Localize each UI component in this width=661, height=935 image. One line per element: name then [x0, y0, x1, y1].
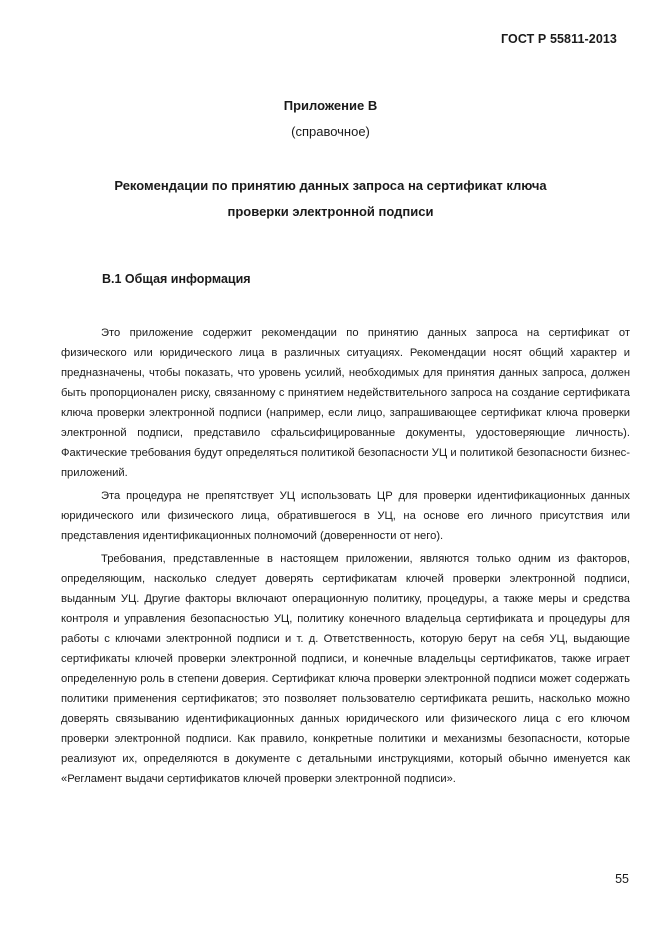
section-heading: В.1 Общая информация: [102, 272, 251, 286]
appendix-type: (справочное): [291, 124, 370, 139]
document-code: ГОСТ Р 55811-2013: [500, 32, 617, 46]
paragraph-2: Эта процедура не препятствует УЦ использовать ЦР для проверки идентификационных данных юридического или физического лица, обратившегося в УЦ, на основе его личного присутствия или представления идентификационных полномочий (доверенности от него).: [61, 490, 630, 542]
page-number: 55: [615, 872, 629, 886]
main-title-line-1: Рекомендации по принятию данных запроса на сертификат ключа: [114, 178, 547, 193]
main-title: [60, 173, 601, 225]
section-body: [61, 323, 630, 789]
paragraph-1: Это приложение содержит рекомендации по принятию данных запроса на сертификат от физического или юридического лица в различных ситуациях. Рекомендации носят общий характер и предназначены, чтобы показать, что уровень усилий, необходимых для принятия данных запроса, должен быть пропорционален риску, связанному с принятием недействительного запроса на создание сертификата ключа проверки электронной подписи (например, если лицо, запрашивающее сертификат ключа проверки электронной подписи, представило сфальсифицированные документы, удостоверяющие личность). Фактические требования будут определяться политикой безопасности УЦ и политикой безопасности бизнес-приложений.: [61, 327, 630, 479]
paragraph-3: Требования, представленные в настоящем приложении, являются только одним из факторов, определяющим, насколько следует доверять сертификатам ключей проверки электронной подписи, выданным УЦ. Другие факторы включают операционную политику, процедуры, а также меры и средства контроля и управления безопасностью УЦ, политику конечного владельца сертификата и процедуры для работы с ключами электронной подписи и т. д. Ответственность, которую берут на себя УЦ, выдающие сертификаты ключей проверки электронной подписи, и конечные владельцы сертификатов, также играет определенную роль в степени доверия. Сертификат ключа проверки электронной подписи может содержать политики применения сертификатов; это позволяет пользователю сертификата решить, насколько можно доверять связыванию идентификационных данных юридического или физического лица с его ключом проверки электронной подписи. Как правило, конкретные политики и механизмы безопасности, которые реализуют их, определяются в документе с детальными инструкциями, который обычно именуется как «Регламент выдачи сертификатов ключей проверки электронной подписи».: [61, 553, 630, 785]
appendix-title: Приложение В: [283, 98, 378, 113]
main-title-line-2: проверки электронной подписи: [227, 204, 434, 219]
